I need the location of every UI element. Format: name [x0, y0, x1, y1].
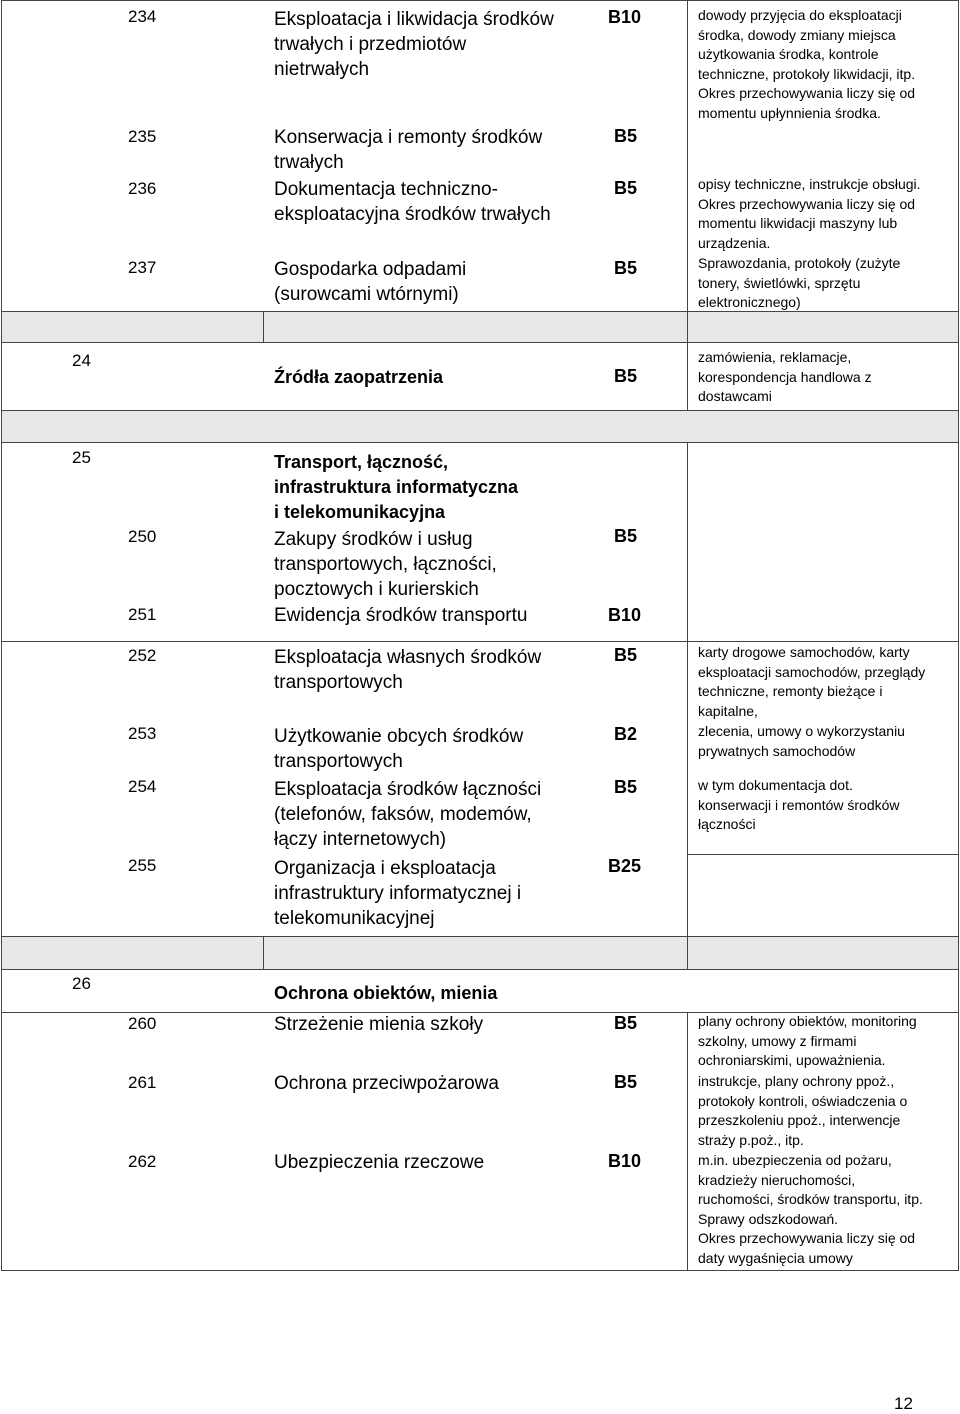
- row-code: 250: [128, 527, 157, 546]
- row-name-line: eksploatacyjna środków trwałych: [274, 204, 551, 225]
- note-line: zlecenia, umowy o wykorzystaniu: [698, 723, 905, 739]
- retention-category: B10: [608, 605, 642, 625]
- retention-category: B25: [608, 856, 642, 876]
- section-title: Ochrona obiektów, mienia: [274, 983, 498, 1003]
- row-name-line: Gospodarka odpadami: [274, 259, 467, 280]
- row-border: [687, 854, 959, 855]
- retention-category: B5: [614, 526, 638, 546]
- note-line: kradzieży nieruchomości,: [698, 1171, 856, 1188]
- column-divider: [687, 0, 688, 311]
- row-name-line: Eksploatacja środków łączności: [274, 779, 542, 800]
- row-name: [274, 177, 551, 227]
- row-name: [274, 724, 523, 774]
- row-name-line: nietrwałych: [274, 59, 370, 80]
- row-code: 234: [128, 7, 157, 26]
- note-line: kapitalne,: [698, 702, 758, 719]
- separator-band: [2, 410, 958, 442]
- row-notes: [698, 6, 915, 123]
- retention-category: B10: [608, 1151, 642, 1171]
- column-divider: [263, 311, 264, 342]
- note-line: prywatnych samochodów: [698, 742, 856, 759]
- table-border-left: [1, 0, 2, 1270]
- row-notes: [698, 1151, 923, 1268]
- row-notes: [698, 175, 921, 253]
- note-line: momentu likwidacji maszyny lub: [698, 215, 898, 231]
- note-line: szkolny, umowy z firmami: [698, 1032, 857, 1049]
- row-name-line: trwałych i przedmiotów: [274, 34, 467, 55]
- page-number: 12: [894, 1394, 913, 1413]
- row-name-line: Dokumentacja techniczno-: [274, 179, 498, 200]
- column-divider: [687, 1012, 688, 1270]
- row-name: [274, 1071, 499, 1096]
- row-name: [274, 1012, 483, 1037]
- section-title: Źródła zaopatrzenia: [274, 367, 444, 387]
- section-title-line: infrastruktura informatyczna: [274, 477, 519, 497]
- section-code: 24: [72, 351, 91, 370]
- section-title: [274, 450, 518, 525]
- separator-band: [2, 936, 958, 969]
- row-code: 237: [128, 258, 157, 277]
- row-notes: [698, 722, 905, 761]
- retention-category: B10: [608, 7, 642, 27]
- table-border-right: [958, 0, 959, 1270]
- section-title-line: Transport, łączność,: [274, 452, 449, 472]
- row-name-line: Organizacja i eksploatacja: [274, 858, 496, 879]
- retention-category: B5: [614, 1072, 638, 1092]
- row-name-line: trwałych: [274, 152, 344, 173]
- row-name-line: transportowych: [274, 672, 403, 693]
- section-code: 26: [72, 974, 91, 993]
- note-line: dowody przyjęcia do eksploatacji: [698, 7, 902, 23]
- note-line: dostawcami: [698, 388, 772, 404]
- row-code: 261: [128, 1073, 157, 1092]
- note-line: przeszkoleniu ppoż., interwencje: [698, 1112, 901, 1128]
- row-name: [274, 257, 466, 307]
- row-code: 251: [128, 605, 157, 624]
- note-line: momentu upłynnienia środka.: [698, 104, 881, 121]
- row-name: [274, 7, 554, 82]
- section-code: 25: [72, 448, 91, 467]
- row-border: [1, 342, 959, 343]
- note-line: m.in. ubezpieczenia od pożaru,: [698, 1152, 892, 1168]
- row-name-line: Ubezpieczenia rzeczowe: [274, 1152, 485, 1173]
- note-line: eksploatacji samochodów, przeglądy: [698, 663, 926, 680]
- note-line: środka, dowody zmiany miejsca: [698, 26, 896, 43]
- row-code: 253: [128, 724, 157, 743]
- row-notes: [698, 776, 900, 835]
- row-notes: [698, 348, 872, 407]
- row-name: [274, 1150, 484, 1175]
- row-name-line: (surowcami wtórnymi): [274, 284, 459, 305]
- column-divider: [687, 936, 688, 969]
- row-code: 236: [128, 179, 157, 198]
- row-name-line: Strzeżenie mienia szkoły: [274, 1014, 484, 1035]
- note-line: zamówienia, reklamacje,: [698, 349, 852, 365]
- note-line: łączności: [698, 816, 756, 832]
- retention-category: B5: [614, 258, 638, 278]
- note-line: elektronicznego): [698, 294, 801, 310]
- note-line: instrukcje, plany ochrony ppoż.,: [698, 1073, 895, 1089]
- row-border: [1, 641, 959, 642]
- row-name-line: telekomunikacyjnej: [274, 908, 435, 929]
- note-line: karty drogowe samochodów, karty: [698, 644, 910, 660]
- retention-category: B5: [614, 126, 638, 146]
- note-line: Okres przechowywania liczy się od: [698, 85, 916, 101]
- row-name: [274, 777, 541, 852]
- row-notes: [698, 1072, 907, 1150]
- note-line: ruchomości, środków transportu, itp.: [698, 1191, 923, 1207]
- note-line: użytkowania środka, kontrole: [698, 46, 879, 62]
- row-notes: [698, 643, 925, 721]
- row-code: 254: [128, 777, 157, 796]
- row-border: [1, 1270, 959, 1271]
- row-border: [1, 969, 959, 970]
- separator-band: [2, 311, 958, 342]
- row-name-line: Eksploatacja i likwidacja środków: [274, 9, 554, 30]
- row-border: [1, 442, 959, 443]
- row-name: [274, 527, 497, 602]
- row-border: [1, 0, 959, 1]
- note-line: daty wygaśnięcia umowy: [698, 1249, 853, 1266]
- row-name-line: pocztowych i kurierskich: [274, 579, 479, 600]
- row-notes: [698, 254, 900, 313]
- row-code: 252: [128, 646, 157, 665]
- note-line: straży p.poż., itp.: [698, 1131, 804, 1148]
- note-line: Sprawy odszkodowań.: [698, 1210, 839, 1227]
- row-border: [1, 410, 959, 411]
- note-line: Okres przechowywania liczy się od: [698, 1230, 916, 1246]
- note-line: w tym dokumentacja dot.: [698, 777, 853, 793]
- row-code: 235: [128, 127, 157, 146]
- retention-category: B5: [614, 366, 638, 386]
- row-name-line: transportowych: [274, 751, 403, 772]
- note-line: konserwacji i remontów środków: [698, 796, 900, 813]
- row-border: [1, 936, 959, 937]
- retention-category: B5: [614, 1013, 638, 1033]
- row-name: [274, 645, 541, 695]
- row-code: 255: [128, 856, 157, 875]
- row-name-line: (telefonów, faksów, modemów,: [274, 804, 532, 825]
- note-line: korespondencja handlowa z: [698, 368, 872, 385]
- column-divider: [263, 936, 264, 969]
- note-line: plany ochrony obiektów, monitoring: [698, 1013, 917, 1029]
- row-name-line: łączy internetowych): [274, 829, 447, 850]
- note-line: tonery, świetlówki, sprzętu: [698, 274, 861, 291]
- row-code: 260: [128, 1014, 157, 1033]
- retention-category: B5: [614, 178, 638, 198]
- row-name-line: infrastruktury informatycznej i: [274, 883, 522, 904]
- note-line: protokoły kontroli, oświadczenia o: [698, 1092, 908, 1109]
- column-divider: [687, 342, 688, 410]
- row-name-line: Ochrona przeciwpożarowa: [274, 1073, 499, 1094]
- retention-category: B5: [614, 777, 638, 797]
- row-name: [274, 125, 542, 175]
- row-name-line: Konserwacja i remonty środków: [274, 127, 543, 148]
- note-line: urządzenia.: [698, 234, 771, 251]
- column-divider: [687, 311, 688, 342]
- note-line: Sprawozdania, protokoły (zużyte: [698, 255, 901, 271]
- row-name-line: transportowych, łączności,: [274, 554, 497, 575]
- note-line: techniczne, remonty bieżące i: [698, 683, 883, 699]
- row-name-line: Zakupy środków i usług: [274, 529, 473, 550]
- row-name-line: Eksploatacja własnych środków: [274, 647, 542, 668]
- column-divider: [687, 442, 688, 936]
- retention-category: B2: [614, 724, 638, 744]
- note-line: opisy techniczne, instrukcje obsługi.: [698, 176, 921, 192]
- row-name-line: Ewidencja środków transportu: [274, 605, 528, 626]
- retention-category: B5: [614, 645, 638, 665]
- note-line: techniczne, protokoły likwidacji, itp.: [698, 65, 916, 82]
- row-notes: [698, 1012, 917, 1071]
- row-code: 262: [128, 1152, 157, 1171]
- row-name: [274, 603, 527, 628]
- row-name: [274, 856, 521, 931]
- note-line: ochroniarskimi, upoważnienia.: [698, 1052, 886, 1068]
- section-title-line: i telekomunikacyjna: [274, 502, 446, 522]
- row-name-line: Użytkowanie obcych środków: [274, 726, 524, 747]
- note-line: Okres przechowywania liczy się od: [698, 195, 916, 212]
